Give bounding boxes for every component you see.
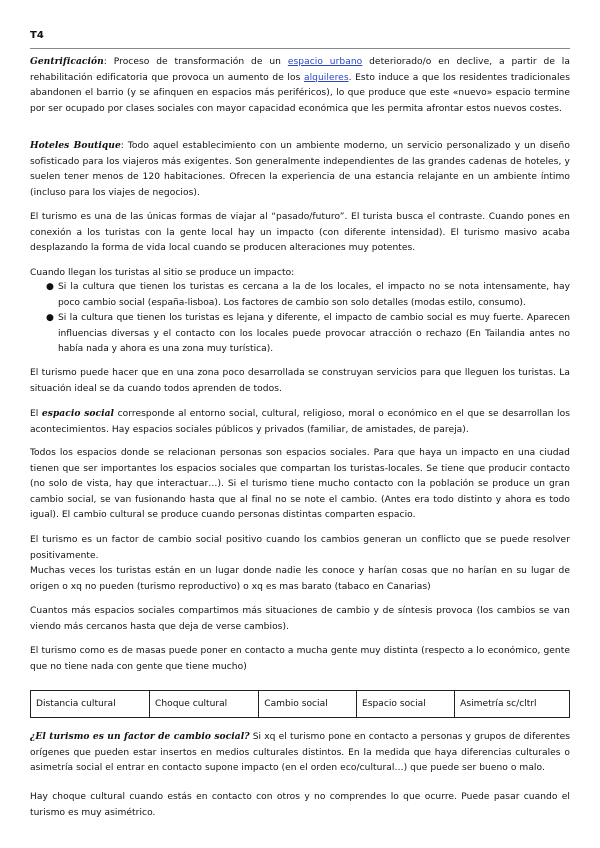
page-header: T4 — [30, 30, 44, 41]
paragraph-muchas-veces: Muchas veces los turistas están en un lugar donde nadie les conoce y harían cosas que no harían en su lugar de origen o xq no pueden (turismo reproductivo) o xq es mas barato (tabaco en Canarias) — [30, 566, 570, 592]
bullet-icon: ● — [46, 313, 54, 323]
link-alquileres[interactable]: alquileres — [303, 72, 349, 83]
concepts-table — [30, 690, 570, 718]
paragraph-factor-positivo: El turismo es un factor de cambio social positivo cuando los cambios generan un conflicto que se puede resolver positivamente. — [30, 535, 570, 561]
text-hoteles: : Todo aquel establecimiento con un ambiente moderno, un servicio personalizado y un diseño sofisticado para los viajeros más exigentes. Son generalmente independientes de las grandes cadenas de hoteles, y suelen tener menos de 120 habitaciones. Ofrecen la experiencia de una estancia relajante en un ambiente íntimo (incluso para los viajes de negocios). — [30, 141, 570, 198]
list-item — [30, 311, 570, 358]
paragraph-gentrificacion — [30, 54, 570, 117]
table-row — [31, 691, 570, 718]
table-cell: Espacio social — [357, 691, 455, 718]
table-cell: Cambio social — [259, 691, 357, 718]
text-espacio-pre: El — [30, 409, 42, 419]
text-pregunta: Si xq el turismo pone en contacto a personas y grupos de diferentes orígenes que pueden estar insertos en medios culturales distintos. En la medida que haya diferencias culturales o asimetría social el entrar en contacto supone impacto (en el orden eco/cultural…) que puede ser bueno o malo. — [30, 732, 570, 773]
term-gentrificacion: Gentrificación — [30, 56, 104, 67]
bullet-text: Si la cultura que tienen los turistas es cercana a la de los locales, el impacto no se nota intensamente, hay poco cambio social (españa-lisboa). Los factores de cambio son solo detalles (modas estilo, consumo). — [58, 282, 570, 308]
term-pregunta: ¿El turismo es un factor de cambio social? — [30, 731, 250, 742]
list-item — [30, 280, 570, 311]
term-espacio-social: espacio social — [41, 408, 115, 419]
table-cell: Choque cultural — [150, 691, 259, 718]
paragraph-cuantos-espacios: Cuantos más espacios sociales compartimos más situaciones de cambio y de síntesis provoca (los cambios se van viendo más cercanos hasta que deja de verse cambios). — [30, 606, 570, 632]
paragraph-impacto-intro: Cuando llegan los turistas al sitio se produce un impacto: — [30, 268, 295, 278]
text-gentrificacion-1: : Proceso de transformación de un — [103, 57, 288, 67]
paragraph-choque-cultural: Hay choque cultural cuando estás en contacto con otros y no comprendes lo que ocurre. Puede pasar cuando el turismo es muy asimétrico. — [30, 792, 570, 818]
table-cell: Asimetría sc/cltrl — [455, 691, 570, 718]
paragraph-turismo-viajar: El turismo es una de las únicas formas de viajar al “pasado/futuro”. El turista busca el contraste. Cuando pones en conexión a los turistas con la gente local hay un impacto (con diferente intensidad). El turismo masivo acaba desplazando la forma de vida local cuando se producen alteraciones muy potentes. — [30, 212, 570, 253]
table-cell: Distancia cultural — [31, 691, 150, 718]
paragraph-espacio-social — [30, 406, 570, 438]
paragraph-hoteles — [30, 138, 570, 201]
text-gentrificacion-3: . Esto induce a que los residentes tradicionales abandonen el barrio (y se afinquen en espacios más periféricos), lo que produce que este «nuevo» espacio termine por ser ocupado por clases sociales con mayor capacidad económica que les permita afrontar estos nuevos costes. — [30, 72, 570, 114]
link-espacio-urbano[interactable]: espacio urbano — [287, 57, 363, 67]
paragraph-todos-espacios: Todos los espacios donde se relacionan personas son espacios sociales. Para que haya un impacto en una ciudad tienen que ser importantes los espacios sociales que compartan los turistas-locales. Se tiene que producir contacto (no solo de vista, hay que interactuar…). Si el turismo tiene mucho contacto con la población se produce un gran cambio social, se van fusionando hasta que al final no se note el cambio. (Antes era todo distinto y ahora es todo igual). El cambio cultural se produce cuando personas distintas comparten espacio. — [30, 448, 570, 520]
paragraph-pregunta — [30, 729, 570, 777]
paragraph-turismo-masas: El turismo como es de masas puede poner en contacto a mucha gente muy distinta (respecto a lo económico, gente que no tiene nada con gente que tiene mucho) — [30, 646, 570, 672]
bullet-text: Si la cultura que tienen los turistas es lejana y diferente, el impacto de cambio social es muy fuerte. Aparecen influencias diversas y el contacto con los locales puede provocar atracción o rechazo (En Tailandia antes no había nada y ahora es una zona muy turística). — [58, 313, 570, 354]
bullet-icon: ● — [46, 282, 54, 292]
term-hoteles-boutique: Hoteles Boutique — [30, 140, 121, 151]
header-rule — [30, 48, 570, 49]
paragraph-zona-desarrollada: El turismo puede hacer que en una zona poco desarrollada se construyan servicios para que lleguen los turistas. La situación ideal se da cuando todos aprenden de todos. — [30, 368, 570, 394]
text-gentrificacion-2: deteriorado/o en declive, a partir de la rehabilitación edificatoria que provoca un aumento de los — [30, 57, 571, 83]
impact-bullet-list — [30, 280, 570, 358]
text-espacio-social: corresponde al entorno social, cultural, religioso, moral o económico en el que se desarrollan los acontecimientos. Hay espacios sociales públicos y privados (familiar, de amistades, de pareja). — [30, 409, 570, 435]
